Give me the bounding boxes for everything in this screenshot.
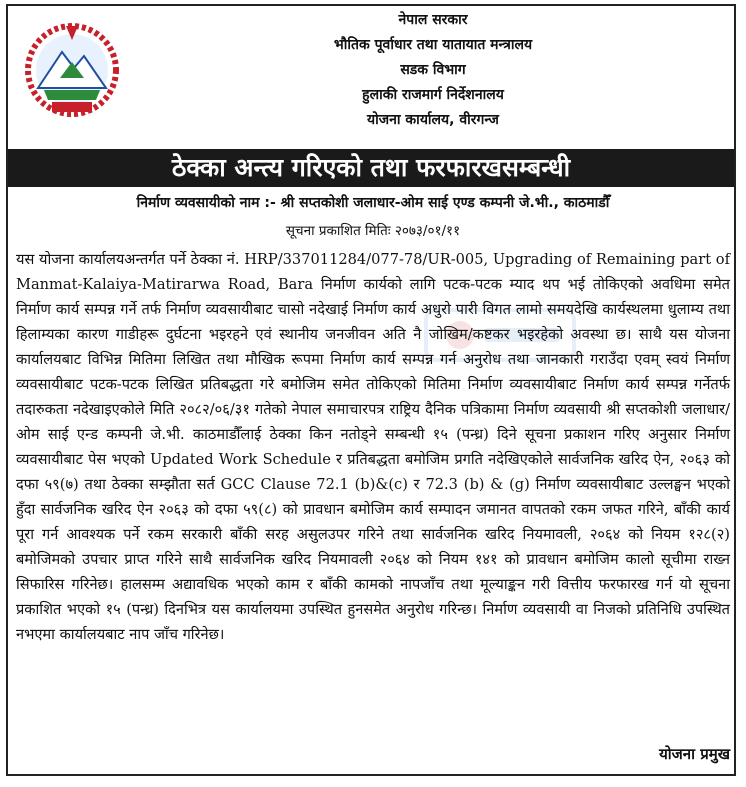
contractor-name: निर्माण व्यवसायीको नाम :- श्री सप्तकोशी जलाधार-ओम साई एण्ड कम्पनी जे.भी., काठमाडौँ (136, 195, 610, 211)
publication-date: सूचना प्रकाशित मितिः २०७३/०१/११ (285, 223, 461, 239)
header (130, 8, 736, 133)
signature: योजना प्रमुख (659, 745, 730, 763)
nepal-government-emblem-icon (22, 18, 122, 118)
header-office: योजना कार्यालय, वीरगन्ज (367, 112, 499, 128)
notice-paragraph: यस योजना कार्यालयअन्तर्गत पर्ने ठेक्का नं. HRP/337011284/077-78/UR-005, Upgrading of Remaining part of Manmat-Kalaiya-Matirarwa Road, Bara निर्माण कार्यको लागि पटक-पटक म्याद थप भई तोकिएको अवधिमा समेत निर्माण कार्य सम्पन्न गर्ने तर्फ निर्माण व्यवसायीबाट चासो नदेखाई निर्माण कार्य अधुरो पारी विगत लामो समयदेखि कार्यस्थलमा धुलाम्य तथा हिलाम्यका कारण गाडीहरू दुर्घटना भइरहने एवं स्थानीय जनजीवन अति नै जोखिम/कष्टकर भइरहेको अवस्था छ। साथै यस योजना कार्यालयबाट विभिन्न मितिमा लिखित तथा मौखिक रूपमा निर्माण कार्य सम्पन्न गर्न अनुरोध तथा जानकारी गराउँदा एवम् स्वयं निर्माण व्यवसायीबाट पटक-पटक लिखित प्रतिबद्धता गरे बमोजिम समेत तोकिएको मितिमा निर्माण व्यवसायीबाट निर्माण कार्य सम्पन्न गर्नेतर्फ तदारुकता नदेखाइएकोले मिति २०८२/०६/३१ गतेको नेपाल समाचारपत्र राष्ट्रिय दैनिक पत्रिकामा निर्माण व्यवसायी श्री सप्तकोशी जलाधार/ओम साई एन्ड कम्पनी जे.भी. काठमाडौँलाई ठेक्का किन नतोड्ने सम्बन्धी १५ (पन्ध्र) दिने सूचना प्रकाशन गरिए अनुसार निर्माण व्यवसायीबाट पेस भएको Updated Work Schedule र प्रतिबद्धता बमोजिम प्रगति नदेखिएकोले सार्वजनिक खरिद ऐन, २०६३ को दफा ५९(७) तथा ठेक्का सम्झौता सर्त GCC Clause 72.1 (b)&(c) र 72.3 (b) & (g) निर्माण व्यवसायीबाट उल्लङ्घन भएको हुँदा सार्वजनिक खरिद ऐन २०६३ को दफा ५९(८) को प्रावधान बमोजिम कार्य सम्पादन जमानत वापतको रकम जफत गरिने, बाँकी कार्य पूरा गर्न आवश्यक पर्ने रकम सरकारी बाँकी सरह असुलउपर गरिने तथा सार्वजनिक खरिद नियमावली, २०६४ को नियम १२८(२) बमोजिमको उपचार प्राप्त गरिने साथै सार्वजनिक खरिद नियमावली २०६४ को नियम १४१ को प्रावधान बमोजिम कालो सूचीमा राख्न सिफारिस गरिनेछ। हालसम्म अद्यावधिक भएको काम र बाँकी कामको नापजाँच तथा मूल्याङ्कन गरी वित्तीय फरफारख गर्न यो सूचना प्रकाशित भएको १५ (पन्ध्र) दिनभित्र यस कार्यालयमा उपस्थित हुनसमेत अनुरोध गरिन्छ। निर्माण व्यवसायी वा निजको प्रतिनिधि उपस्थित नभएमा कार्यालयबाट नाप जाँच गरिनेछ। (16, 251, 730, 643)
notice-title-banner: ठेक्का अन्त्य गरिएको तथा फरफारखसम्बन्धी (8, 149, 734, 187)
notice-body (16, 247, 730, 647)
header-department: सडक विभाग (400, 62, 466, 78)
header-directorate: हुलाकी राजमार्ग निर्देशनालय (362, 87, 504, 103)
header-country: नेपाल सरकार (398, 12, 468, 28)
header-ministry: भौतिक पूर्वाधार तथा यातायात मन्त्रालय (333, 37, 533, 53)
